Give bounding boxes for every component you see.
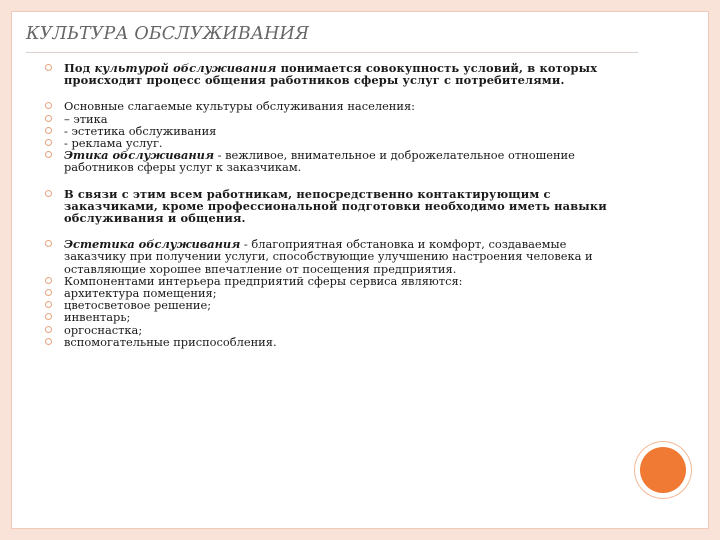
interior-item: инвентарь; <box>44 311 624 323</box>
ethics-definition <box>44 149 624 173</box>
slide-title: КУЛЬТУРА ОБСЛУЖИВАНИЯ <box>26 24 310 44</box>
interior-item: архитектура помещения; <box>44 287 624 299</box>
interior-item: цветосветовое решение; <box>44 299 624 311</box>
slide-content <box>44 62 624 348</box>
components-intro: Основные слагаемые культуры обслуживания населения: <box>44 100 624 112</box>
component-ethics: – этика <box>44 113 624 125</box>
definition-text: понимается совокупность условий, в которых происходит процесс общения работников сферы услуг с потребителями. <box>64 61 598 88</box>
component-aesthetics: - эстетика обслуживания <box>44 125 624 137</box>
interior-item: вспомогательные приспособления. <box>44 336 624 348</box>
decorative-circle <box>640 447 686 493</box>
aesthetics-term: Эстетика обслуживания <box>64 237 241 252</box>
aesthetics-text: - благоприятная обстановка и комфорт, создаваемые заказчику при получении услуги, способствующие улучшению настроения человека и оставляющие хорошее впечатление от посещения предприятия. <box>64 237 593 276</box>
definition-term: культурой обслуживания <box>94 61 277 75</box>
component-ads: - реклама услуг. <box>44 137 624 149</box>
definition-prefix: Под <box>64 61 95 75</box>
skills-note <box>44 188 624 225</box>
aesthetics-definition <box>44 238 624 275</box>
title-divider <box>26 52 638 53</box>
ethics-term: Этика обслуживания <box>64 148 215 163</box>
interior-item: оргоснастка; <box>44 324 624 336</box>
interior-intro: Компонентами интерьера предприятий сферы сервиса являются: <box>44 275 624 287</box>
ethics-text: - вежливое, внимательное и доброжелательное отношение работников сферы услуг к заказчикам. <box>64 148 575 175</box>
definition-item <box>44 62 624 86</box>
skills-note-text: В связи с этим всем работникам, непосредственно контактирующим с заказчиками, кроме профессиональной подготовки необходимо иметь навыки обслуживания и общения. <box>64 186 607 226</box>
